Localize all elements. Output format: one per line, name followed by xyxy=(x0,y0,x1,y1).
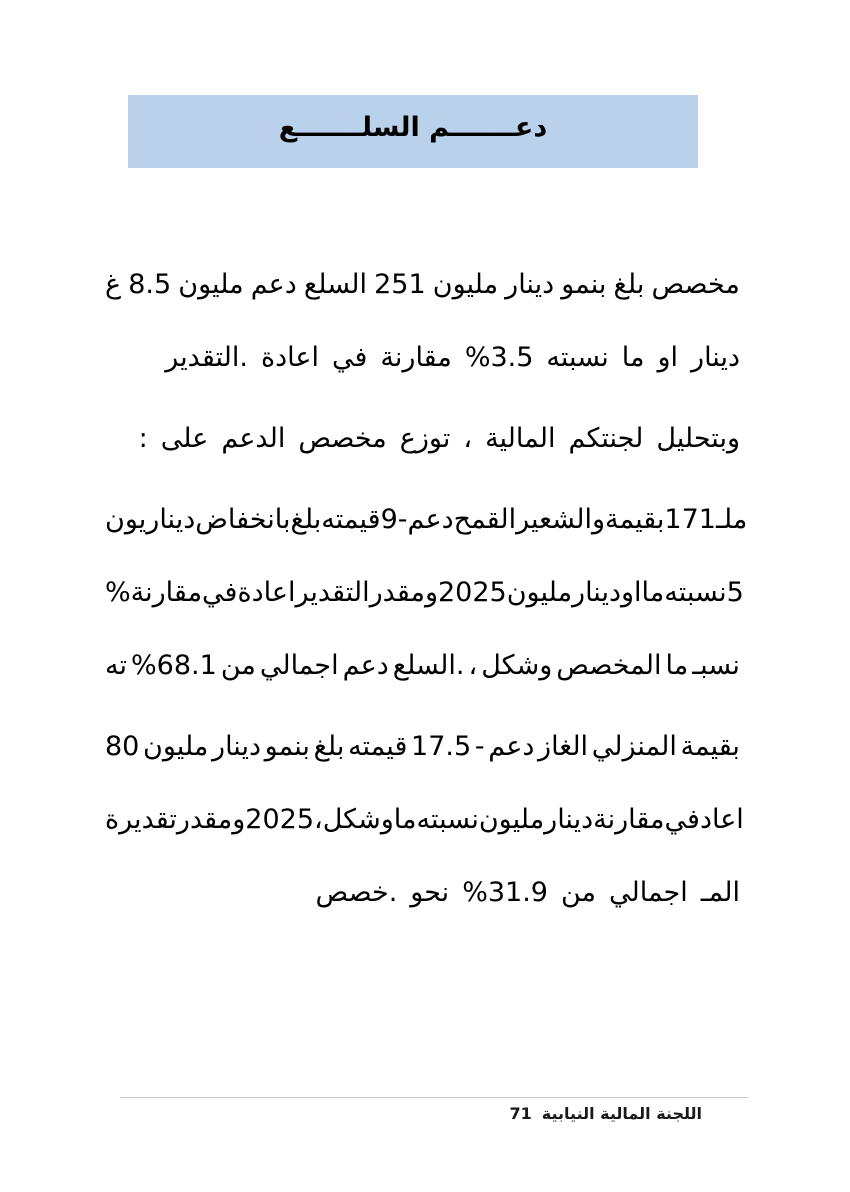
body-token: ما xyxy=(665,650,689,681)
body-token: القمح xyxy=(453,504,517,535)
page-title: دعـــــــم السلـــــــع xyxy=(278,112,548,143)
body-token: مقارنة xyxy=(380,342,452,373)
body-line xyxy=(105,710,740,783)
body-token: الغاز xyxy=(538,731,589,762)
body-token: ما xyxy=(641,577,665,608)
body-token: بقيمة xyxy=(605,504,665,535)
footer-committee-label: اللجنة المالية النيابية xyxy=(541,1104,702,1123)
body-token: دينار xyxy=(691,342,740,373)
body-token: %68.1 xyxy=(131,650,217,681)
body-token: السلع. xyxy=(392,650,465,681)
footer-page-number: 71 xyxy=(509,1104,532,1123)
body-token: في xyxy=(664,804,700,835)
body-token: دينار xyxy=(572,577,621,608)
body-line xyxy=(105,248,740,321)
body-token: % xyxy=(105,577,131,608)
body-token: ، xyxy=(463,423,473,454)
body-token: التقدير. xyxy=(165,342,248,373)
body-token: مليون xyxy=(178,269,244,300)
body-token: وشكل xyxy=(481,650,553,681)
paragraph-4 xyxy=(105,710,744,929)
body-token: ما xyxy=(393,804,417,835)
body-token: بلغ xyxy=(313,731,345,762)
body-token: دينار xyxy=(212,731,261,762)
body-token: نسبـ xyxy=(692,650,740,681)
body-token: خصص. xyxy=(315,877,398,908)
body-token: مليون xyxy=(478,804,545,835)
body-token: من xyxy=(560,877,596,908)
body-token: مليون xyxy=(432,269,499,300)
body-token: قيمته xyxy=(348,731,408,762)
body-line xyxy=(105,856,740,929)
body-token: دعم xyxy=(407,504,454,535)
body-token: مليون xyxy=(506,577,573,608)
body-token: بلغ xyxy=(290,504,322,535)
body-token: دينار xyxy=(146,504,196,535)
body-token: المالية xyxy=(485,423,556,454)
body-token: 251 xyxy=(374,269,426,300)
body-token: 9 xyxy=(380,504,398,535)
body-token: او xyxy=(657,342,679,373)
body-token: 2025 xyxy=(437,577,507,608)
body-token: المخصص xyxy=(556,650,662,681)
body-token: دينار xyxy=(544,804,594,835)
body-token: والشعير xyxy=(516,504,606,535)
body-token: مقارنة xyxy=(593,804,665,835)
paragraph-2 xyxy=(105,402,740,475)
body-line xyxy=(105,783,744,856)
body-token: توزع xyxy=(399,423,451,454)
body-token: قيمته xyxy=(321,504,381,535)
body-line xyxy=(105,483,748,556)
body-token: دعم xyxy=(250,269,297,300)
body-token: 17.5 xyxy=(411,731,472,762)
footer xyxy=(510,1104,702,1123)
footer-divider xyxy=(120,1097,748,1098)
body-token: نسبته xyxy=(546,342,609,373)
body-token: اعادة xyxy=(260,342,319,373)
body-line xyxy=(105,402,740,475)
body-token: ة xyxy=(105,804,120,835)
body-token: %31.9 xyxy=(462,877,548,908)
body-token: اجمالي xyxy=(608,877,688,908)
body-token: ، xyxy=(314,804,323,835)
header-box xyxy=(128,95,698,168)
body-token: بانخفاض xyxy=(195,504,291,535)
body-token: او xyxy=(620,577,642,608)
body-token: 2025 xyxy=(245,804,315,835)
body-token: ما xyxy=(621,342,645,373)
paragraph-3 xyxy=(105,483,748,702)
body-token: اعاد xyxy=(699,804,744,835)
body-token: : xyxy=(138,423,148,454)
body-token: 8.5 xyxy=(128,269,172,300)
body-token: المـ xyxy=(700,877,740,908)
body-token: اعادة xyxy=(237,577,296,608)
body-token: في xyxy=(202,577,238,608)
body-token: المنزلي xyxy=(591,731,677,762)
body-token: - xyxy=(397,504,408,535)
body-token: ، xyxy=(468,650,478,681)
body-token: دعم xyxy=(488,731,535,762)
body-token: نسبته xyxy=(416,804,479,835)
body-token: بقيمة xyxy=(680,731,740,762)
body-token: نسبته xyxy=(664,577,727,608)
body-text xyxy=(105,248,748,937)
paragraph-1 xyxy=(105,248,740,394)
body-token: التقدير xyxy=(295,577,370,608)
body-token: %3.5 xyxy=(464,342,534,373)
body-token: اجمالي xyxy=(259,650,339,681)
body-token: نحو xyxy=(410,877,450,908)
body-token: وشكل xyxy=(322,804,394,835)
body-token: السلع xyxy=(303,269,368,300)
body-token: يون xyxy=(105,504,147,535)
body-token: ملـ xyxy=(715,504,748,535)
body-token: وبتحليل xyxy=(656,423,740,454)
body-token: 5 xyxy=(726,577,744,608)
body-token: مقارنة xyxy=(130,577,203,608)
body-token: على xyxy=(160,423,209,454)
body-token: ومقدر xyxy=(176,804,246,835)
body-token: تقدير xyxy=(119,804,177,835)
body-token: مخصص xyxy=(298,423,387,454)
body-token: بنمو xyxy=(561,269,607,300)
body-token: ومقدر xyxy=(369,577,438,608)
body-token: مليون xyxy=(143,731,209,762)
body-token: بنمو xyxy=(264,731,310,762)
body-token: 171 xyxy=(664,504,716,535)
body-token: بلغ xyxy=(613,269,645,300)
body-token: مخصص xyxy=(651,269,740,300)
body-line xyxy=(105,556,744,629)
body-token: من xyxy=(220,650,256,681)
body-token: الدعم xyxy=(221,423,286,454)
body-token: 80 xyxy=(105,731,140,762)
body-token: - xyxy=(474,731,485,762)
body-token: دعم xyxy=(342,650,389,681)
body-line xyxy=(105,321,740,394)
body-token: ته xyxy=(105,650,127,681)
body-token: غ xyxy=(105,269,122,300)
body-line xyxy=(105,629,740,702)
body-token: لجنتكم xyxy=(568,423,644,454)
body-token: في xyxy=(332,342,368,373)
body-token: دينار xyxy=(505,269,555,300)
